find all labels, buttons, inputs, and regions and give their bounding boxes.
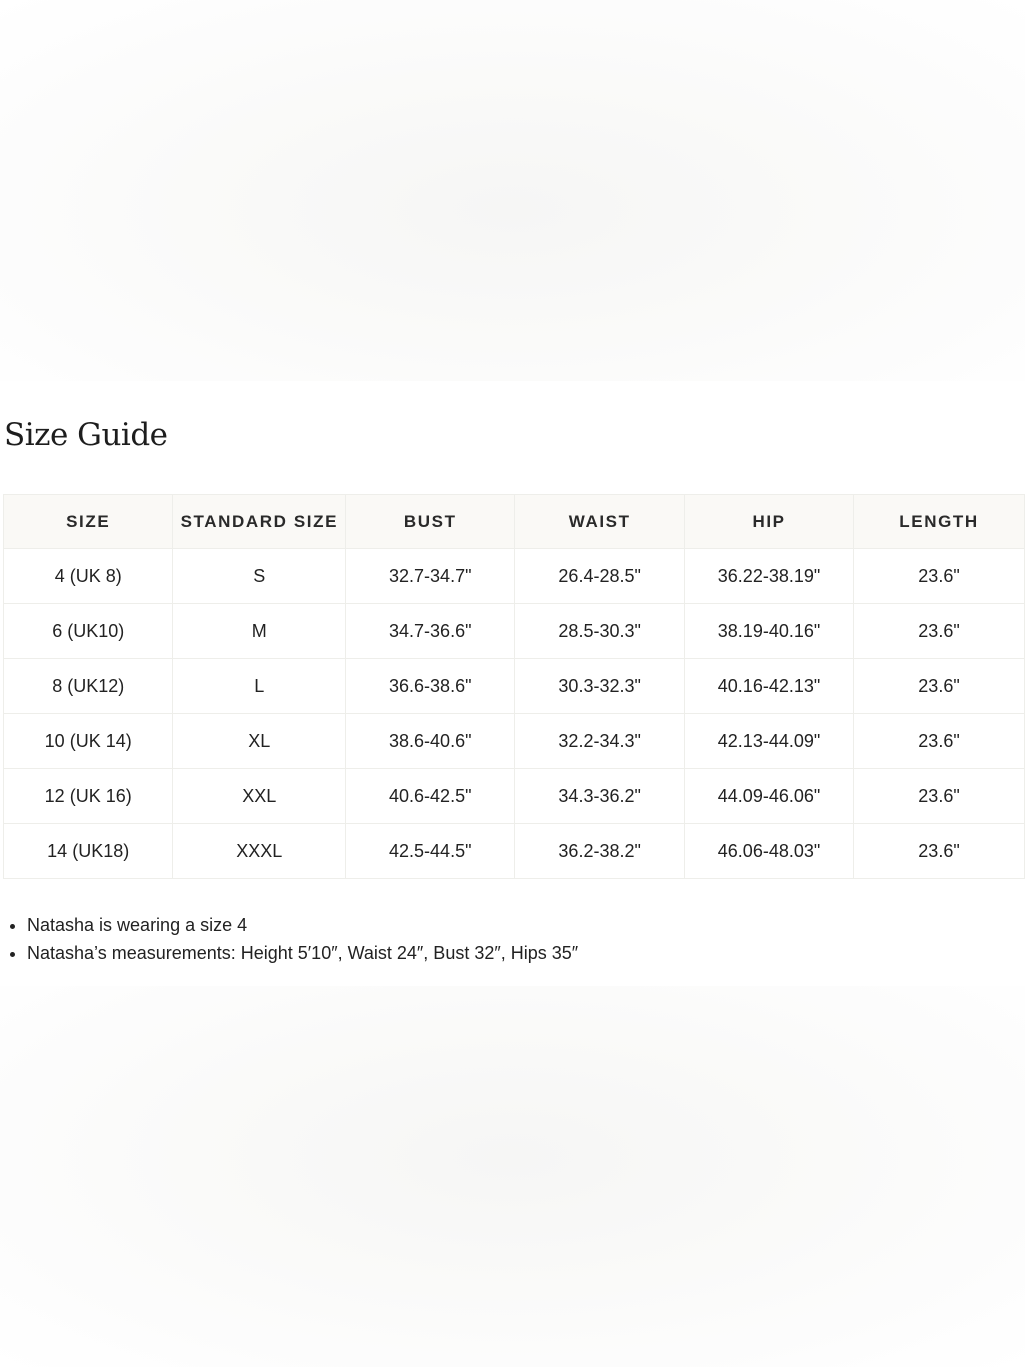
size-guide-panel — [0, 381, 1025, 986]
blurred-backdrop-bottom[interactable] — [0, 986, 1025, 1367]
cell-standard-size: XXL — [173, 769, 346, 824]
cell-size: 10 (UK 14) — [4, 714, 173, 769]
table-row — [4, 604, 1025, 659]
cell-standard-size: XXXL — [173, 824, 346, 879]
cell-bust: 42.5-44.5" — [346, 824, 515, 879]
size-guide-title: Size Guide — [4, 417, 168, 453]
cell-bust: 38.6-40.6" — [346, 714, 515, 769]
cell-hip: 36.22-38.19" — [685, 549, 854, 604]
cell-bust: 36.6-38.6" — [346, 659, 515, 714]
cell-standard-size: L — [173, 659, 346, 714]
size-chart-table — [3, 494, 1025, 879]
cell-length: 23.6" — [854, 714, 1025, 769]
column-header-size: SIZE — [4, 495, 173, 549]
cell-length: 23.6" — [854, 824, 1025, 879]
blurred-backdrop-top[interactable] — [0, 0, 1025, 381]
cell-length: 23.6" — [854, 549, 1025, 604]
cell-bust: 40.6-42.5" — [346, 769, 515, 824]
table-row — [4, 714, 1025, 769]
cell-bust: 32.7-34.7" — [346, 549, 515, 604]
cell-size: 14 (UK18) — [4, 824, 173, 879]
cell-standard-size: M — [173, 604, 346, 659]
cell-hip: 44.09-46.06" — [685, 769, 854, 824]
cell-hip: 40.16-42.13" — [685, 659, 854, 714]
table-header-row — [4, 495, 1025, 549]
cell-waist: 30.3-32.3" — [515, 659, 685, 714]
cell-size: 8 (UK12) — [4, 659, 173, 714]
cell-waist: 28.5-30.3" — [515, 604, 685, 659]
model-notes-list — [0, 911, 578, 967]
list-item: • Natasha’s measurements: Height 5′10″, Waist 24″, Bust 32″, Hips 35″ — [27, 939, 578, 967]
cell-hip: 46.06-48.03" — [685, 824, 854, 879]
cell-standard-size: XL — [173, 714, 346, 769]
cell-size: 12 (UK 16) — [4, 769, 173, 824]
table-row — [4, 824, 1025, 879]
cell-hip: 38.19-40.16" — [685, 604, 854, 659]
table-row — [4, 549, 1025, 604]
cell-standard-size: S — [173, 549, 346, 604]
cell-size: 4 (UK 8) — [4, 549, 173, 604]
column-header-length: LENGTH — [854, 495, 1025, 549]
cell-bust: 34.7-36.6" — [346, 604, 515, 659]
cell-size: 6 (UK10) — [4, 604, 173, 659]
cell-length: 23.6" — [854, 769, 1025, 824]
cell-length: 23.6" — [854, 659, 1025, 714]
table-row — [4, 659, 1025, 714]
list-item: • Natasha is wearing a size 4 — [27, 911, 578, 939]
table-row — [4, 769, 1025, 824]
cell-length: 23.6" — [854, 604, 1025, 659]
cell-waist: 34.3-36.2" — [515, 769, 685, 824]
column-header-waist: WAIST — [515, 495, 685, 549]
cell-waist: 26.4-28.5" — [515, 549, 685, 604]
column-header-hip: HIP — [685, 495, 854, 549]
cell-waist: 36.2-38.2" — [515, 824, 685, 879]
column-header-bust: BUST — [346, 495, 515, 549]
column-header-standard-size: STANDARD SIZE — [173, 495, 346, 549]
cell-waist: 32.2-34.3" — [515, 714, 685, 769]
cell-hip: 42.13-44.09" — [685, 714, 854, 769]
